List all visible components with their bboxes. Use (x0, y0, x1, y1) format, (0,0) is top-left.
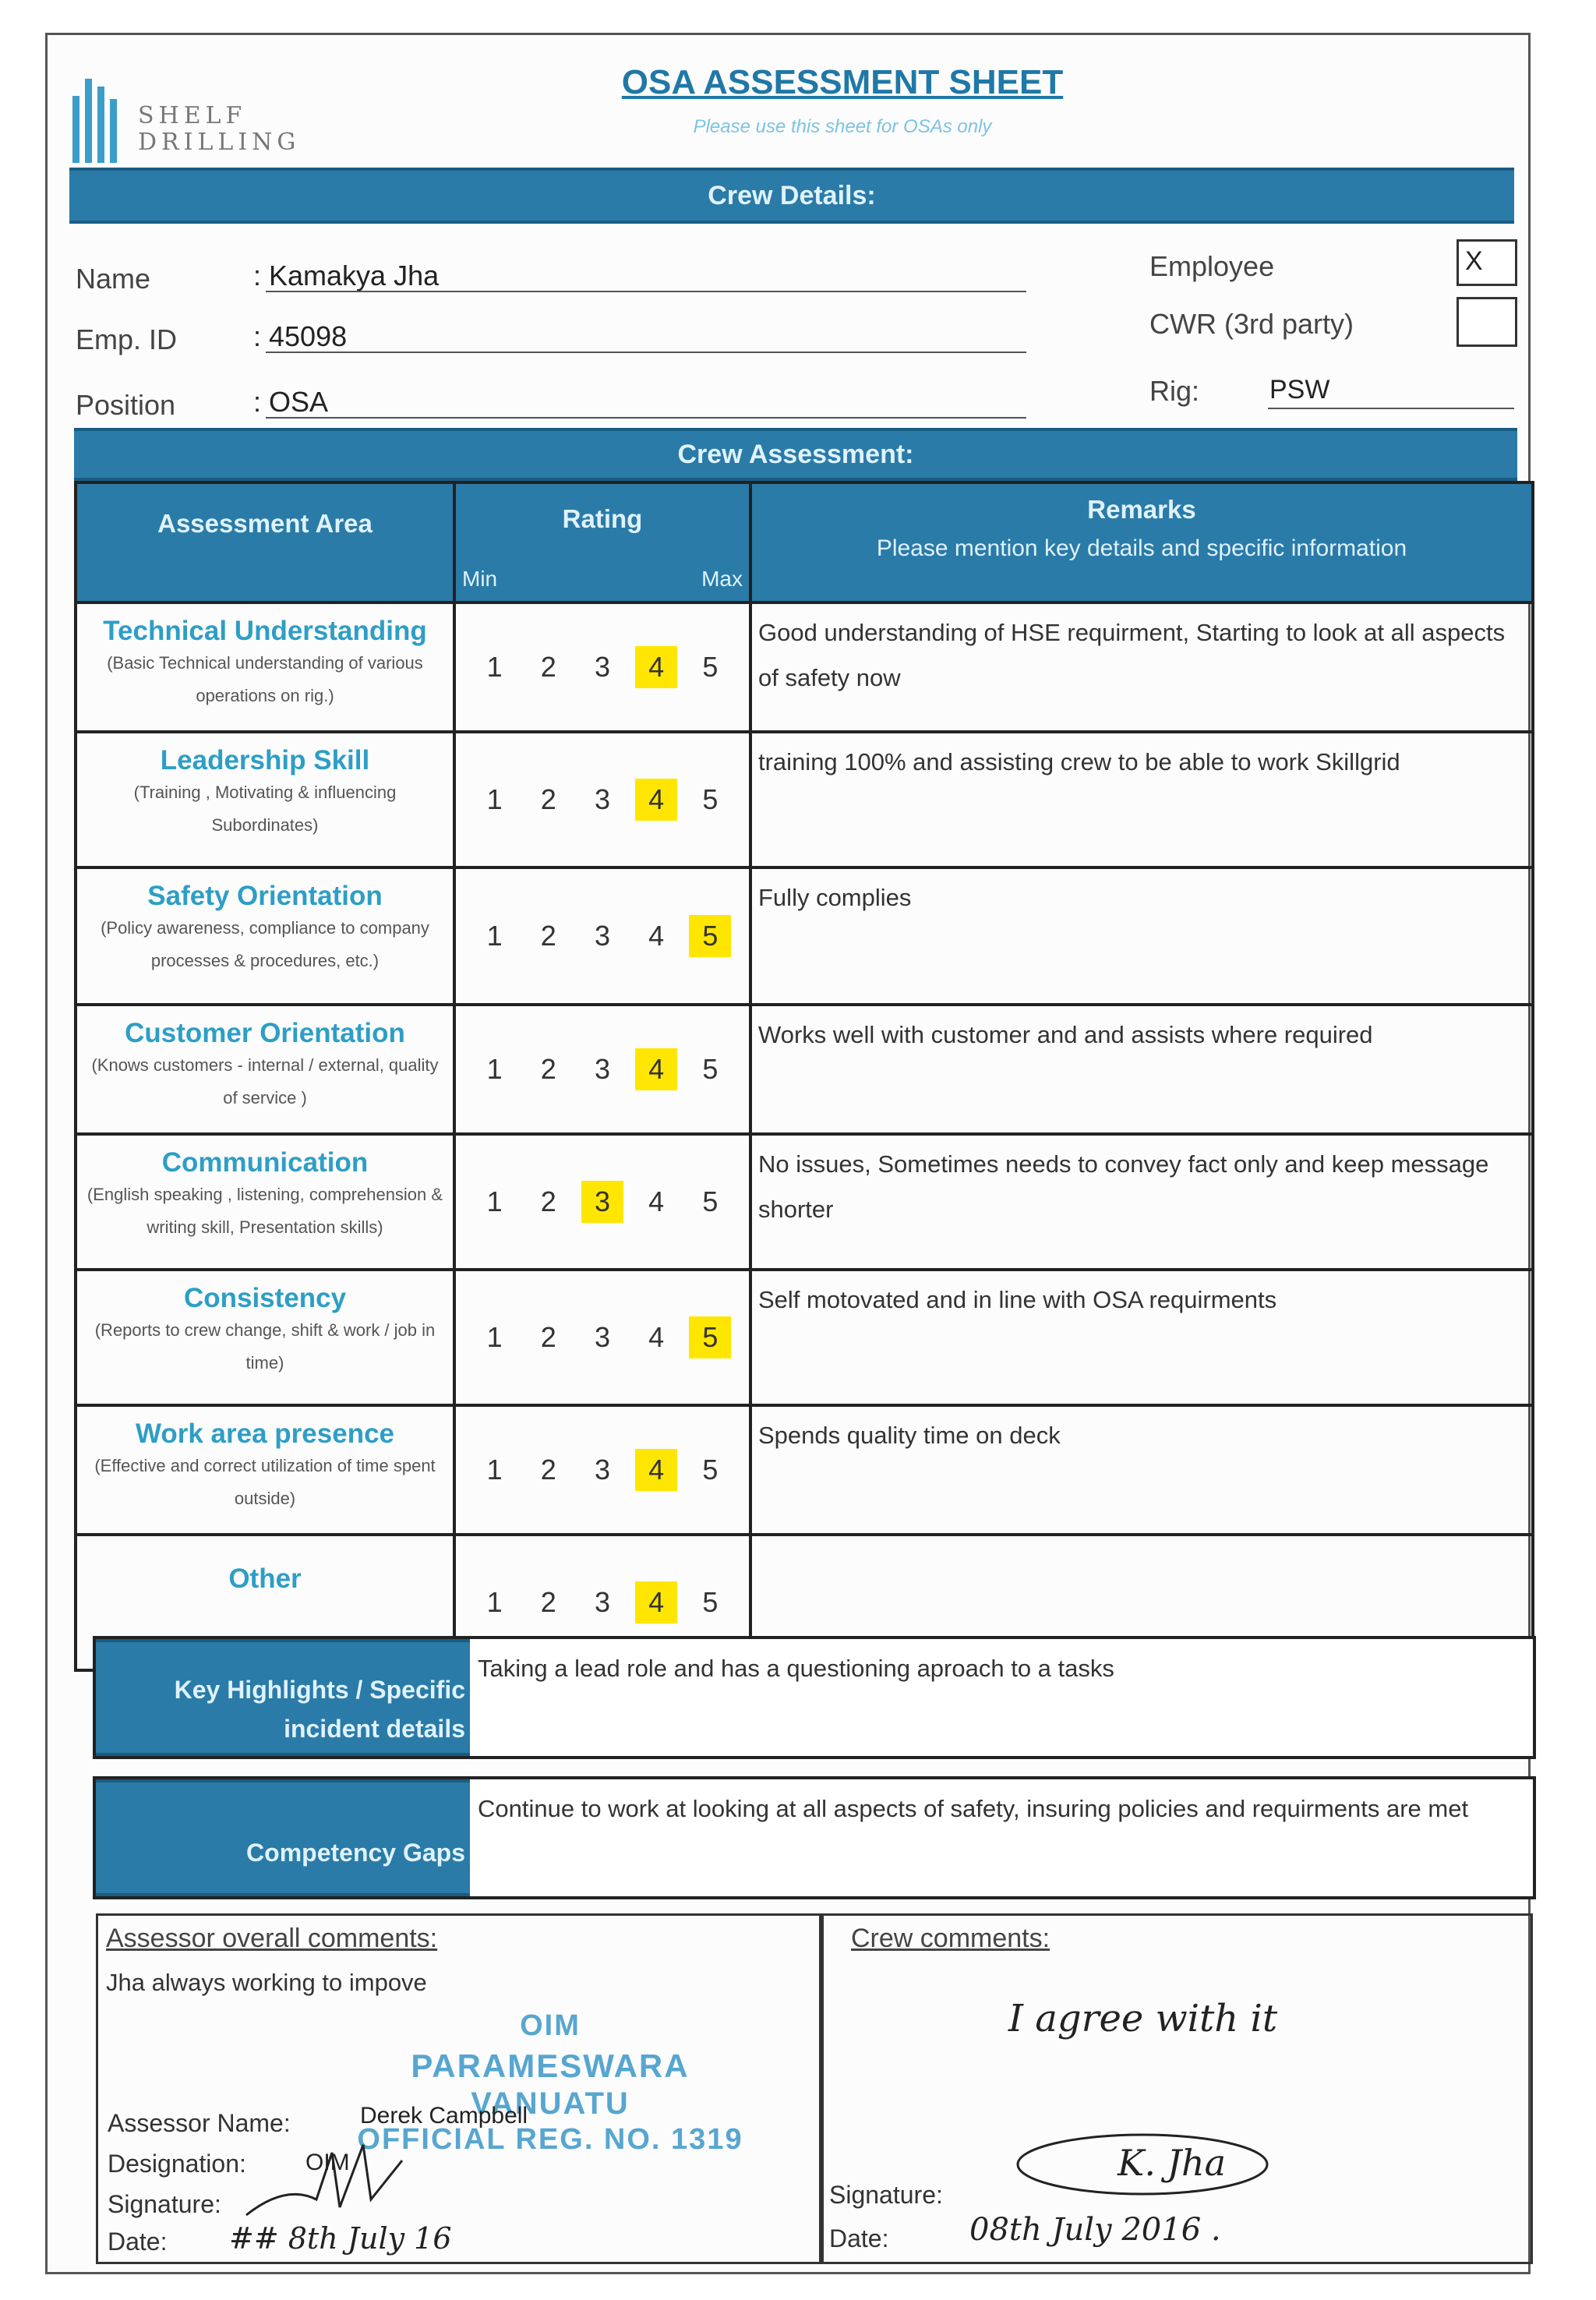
remark-cell[interactable]: No issues, Sometimes needs to convey fact only and keep message shorter (750, 1134, 1533, 1270)
assessment-area-description: (Basic Technical understanding of various operations on rig.) (107, 653, 423, 705)
rating-option[interactable]: 2 (540, 1185, 556, 1217)
assessment-area-title: Consistency (183, 1283, 347, 1313)
assessment-area-cell (76, 1270, 454, 1405)
rating-option[interactable]: 1 (486, 1586, 503, 1618)
assessment-area-cell (76, 1405, 454, 1535)
rating-option[interactable]: 5 (702, 651, 719, 683)
assessment-area-description: (Policy awareness, compliance to company processes & procedures, etc.) (101, 918, 429, 970)
crew-signature-value[interactable]: K. Jha (1118, 2142, 1227, 2184)
table-row (76, 602, 1533, 732)
remark-cell[interactable]: Self motovated and in line with OSA requirments (750, 1270, 1533, 1405)
rating-option[interactable]: 2 (540, 920, 556, 952)
rating-option[interactable]: 3 (594, 1586, 610, 1618)
competency-gaps-section (93, 1776, 1536, 1899)
assessor-block (96, 1913, 824, 2264)
shelf-drilling-logo (69, 72, 350, 166)
rating-option[interactable]: 5 (702, 1586, 719, 1618)
assessment-area-cell (76, 602, 454, 732)
rating-option[interactable]: 2 (540, 1053, 556, 1085)
rating-option[interactable]: 1 (486, 1185, 503, 1217)
employee-label: Employee (1149, 250, 1275, 282)
rating-cell (454, 602, 750, 732)
rating-option[interactable]: 1 (486, 1454, 503, 1486)
assessor-signature-label: Signature: (108, 2190, 221, 2218)
rating-option[interactable]: 2 (540, 1454, 556, 1486)
key-highlights-label: Key Highlights / Specific incident details (96, 1639, 470, 1756)
rating-option[interactable]: 2 (540, 651, 556, 683)
assessment-sheet (45, 33, 1531, 2274)
empid-underline (266, 352, 1026, 353)
column-header-remarks: Remarks Please mention key details and specific information (750, 482, 1533, 602)
rating-option[interactable]: 5 (702, 1185, 719, 1217)
remark-cell[interactable]: Good understanding of HSE requirment, Starting to look at all aspects of safety now (750, 602, 1533, 732)
column-header-area: Assessment Area (76, 482, 454, 602)
position-underline (266, 417, 1026, 419)
assessor-comment[interactable]: Jha always working to impove (106, 1969, 427, 1996)
name-underline (266, 291, 1026, 292)
assessor-heading: Assessor overall comments: (106, 1924, 438, 1953)
crew-comments-heading: Crew comments: (851, 1924, 1050, 1953)
assessment-area-title: Work area presence (135, 1419, 395, 1449)
rating-option-selected[interactable]: 4 (635, 646, 677, 688)
column-header-rating: Rating Min Max (454, 482, 750, 602)
rating-cell (454, 1005, 750, 1134)
assessment-area-description: (Effective and correct utilization of time spent outside) (94, 1456, 436, 1508)
rating-cell (454, 1134, 750, 1270)
rig-underline (1268, 408, 1514, 409)
competency-gaps-label: Competency Gaps (96, 1779, 470, 1896)
logo-bars-icon (69, 72, 124, 164)
rating-option[interactable]: 1 (486, 783, 503, 815)
rating-max-label: Max (701, 567, 743, 591)
rating-option[interactable]: 1 (486, 651, 503, 683)
rating-cell (454, 1270, 750, 1405)
crew-comments-block (819, 1913, 1533, 2264)
logo-text-line2: DRILLING (138, 129, 301, 156)
rating-cell (454, 867, 750, 1005)
rating-option-selected[interactable]: 5 (689, 1316, 731, 1358)
table-row (76, 732, 1533, 867)
designation-value[interactable]: OIM (305, 2150, 350, 2175)
crew-date-value[interactable]: 08th July 2016 . (969, 2212, 1221, 2248)
official-stamp: OIM PARAMESWARA VANUATU OFFICIAL REG. NO. 1319 (357, 2009, 743, 2156)
assessment-area-description: (English speaking , listening, comprehension & writing skill, Presentation skills) (87, 1185, 443, 1237)
assessment-area-title: Other (228, 1563, 302, 1594)
rating-option[interactable]: 2 (540, 783, 556, 815)
rating-option[interactable]: 1 (486, 920, 503, 952)
key-highlights-section (93, 1636, 1536, 1759)
cwr-checkbox[interactable] (1457, 297, 1517, 347)
position-label: Position (76, 389, 176, 421)
assessment-area-title: Leadership Skill (160, 745, 370, 775)
crew-details-bar: Crew Details: (69, 168, 1514, 224)
employee-mark: X (1465, 246, 1483, 276)
empid-label: Emp. ID (76, 323, 178, 355)
rating-option[interactable]: 4 (648, 1321, 665, 1353)
rating-option[interactable]: 3 (594, 783, 610, 815)
assessor-signature-scribble (238, 2137, 441, 2231)
rating-option[interactable]: 4 (648, 1185, 665, 1217)
assessment-area-title: Technical Understanding (103, 616, 427, 646)
rating-option[interactable]: 5 (702, 783, 719, 815)
rating-option[interactable]: 5 (702, 1454, 719, 1486)
rating-option[interactable]: 3 (594, 1321, 610, 1353)
rating-option-selected[interactable]: 4 (635, 1581, 677, 1623)
rating-option-selected[interactable]: 4 (635, 1048, 677, 1090)
remark-cell[interactable]: Works well with customer and and assists where required (750, 1005, 1533, 1134)
rating-min-label: Min (462, 567, 498, 591)
assessor-date-value[interactable]: ## 8th July 16 (229, 2221, 452, 2256)
crew-comment-text[interactable]: I agree with it (1008, 1997, 1278, 2040)
employee-checkbox[interactable] (1457, 239, 1517, 286)
table-row (76, 1405, 1533, 1535)
position-value[interactable]: : OSA (253, 386, 329, 418)
rating-option[interactable]: 3 (594, 651, 610, 683)
crew-signature-label: Signature: (829, 2181, 943, 2209)
rating-option[interactable]: 1 (486, 1321, 503, 1353)
table-row (76, 1005, 1533, 1134)
assessor-date-label: Date: (108, 2228, 168, 2256)
cwr-label: CWR (3rd party) (1149, 308, 1354, 340)
rating-option-selected[interactable]: 5 (689, 915, 731, 957)
rating-option-selected[interactable]: 3 (581, 1181, 623, 1223)
assessment-area-cell (76, 732, 454, 867)
remark-cell[interactable]: Spends quality time on deck (750, 1405, 1533, 1535)
rating-option[interactable]: 2 (540, 1321, 556, 1353)
assessment-area-cell (76, 1134, 454, 1270)
assessor-name-value[interactable]: Derek Campbell (360, 2103, 528, 2129)
rating-cell (454, 1405, 750, 1535)
competency-gaps-text[interactable]: Continue to work at looking at all aspects of safety, insuring policies and requirments are met (478, 1795, 1469, 1822)
assessment-area-description: (Reports to crew change, shift & work / job in time) (94, 1320, 436, 1373)
table-row (76, 867, 1533, 1005)
assessor-name-label: Assessor Name: (108, 2109, 291, 2137)
rating-option[interactable]: 3 (594, 920, 610, 952)
rating-option-selected[interactable]: 4 (635, 779, 677, 821)
rating-option-selected[interactable]: 4 (635, 1449, 677, 1491)
rating-option[interactable]: 3 (594, 1053, 610, 1085)
assessment-area-title: Communication (161, 1147, 369, 1178)
rating-option[interactable]: 2 (540, 1586, 556, 1618)
crew-assessment-bar: Crew Assessment: (74, 428, 1517, 481)
rating-option[interactable]: 1 (486, 1053, 503, 1085)
rating-option[interactable]: 4 (648, 920, 665, 952)
assessment-area-description: (Training , Motivating & influencing Subordinates) (133, 783, 397, 835)
logo-text-line1: SHELF (138, 102, 247, 129)
table-row (76, 1134, 1533, 1270)
remark-cell[interactable]: Fully complies (750, 867, 1533, 1005)
assessment-area-description: (Knows customers - internal / external, quality of service ) (91, 1055, 439, 1108)
designation-label: Designation: (108, 2150, 246, 2178)
rig-value[interactable]: PSW (1269, 375, 1330, 405)
assessment-table (74, 481, 1534, 1672)
empid-value[interactable]: : 45098 (253, 320, 348, 352)
assessment-area-cell (76, 1005, 454, 1134)
rating-option[interactable]: 5 (702, 1053, 719, 1085)
crew-date-label: Date: (829, 2224, 889, 2252)
page-title: OSA ASSESSMENT SHEET (621, 63, 1064, 101)
table-row (76, 1270, 1533, 1405)
name-label: Name (76, 263, 151, 295)
rating-option[interactable]: 3 (594, 1454, 610, 1486)
remark-cell[interactable]: training 100% and assisting crew to be able to work Skillgrid (750, 732, 1533, 867)
key-highlights-text[interactable]: Taking a lead role and has a questioning aproach to a tasks (478, 1655, 1114, 1682)
assessment-area-cell (76, 867, 454, 1005)
rig-label: Rig: (1149, 375, 1200, 407)
assessment-area-title: Safety Orientation (147, 881, 383, 911)
assessment-area-title: Customer Orientation (125, 1018, 405, 1048)
page-subtitle: Please use this sheet for OSAs only (693, 116, 992, 137)
rating-cell (454, 732, 750, 867)
name-value[interactable]: : Kamakya Jha (253, 260, 440, 291)
